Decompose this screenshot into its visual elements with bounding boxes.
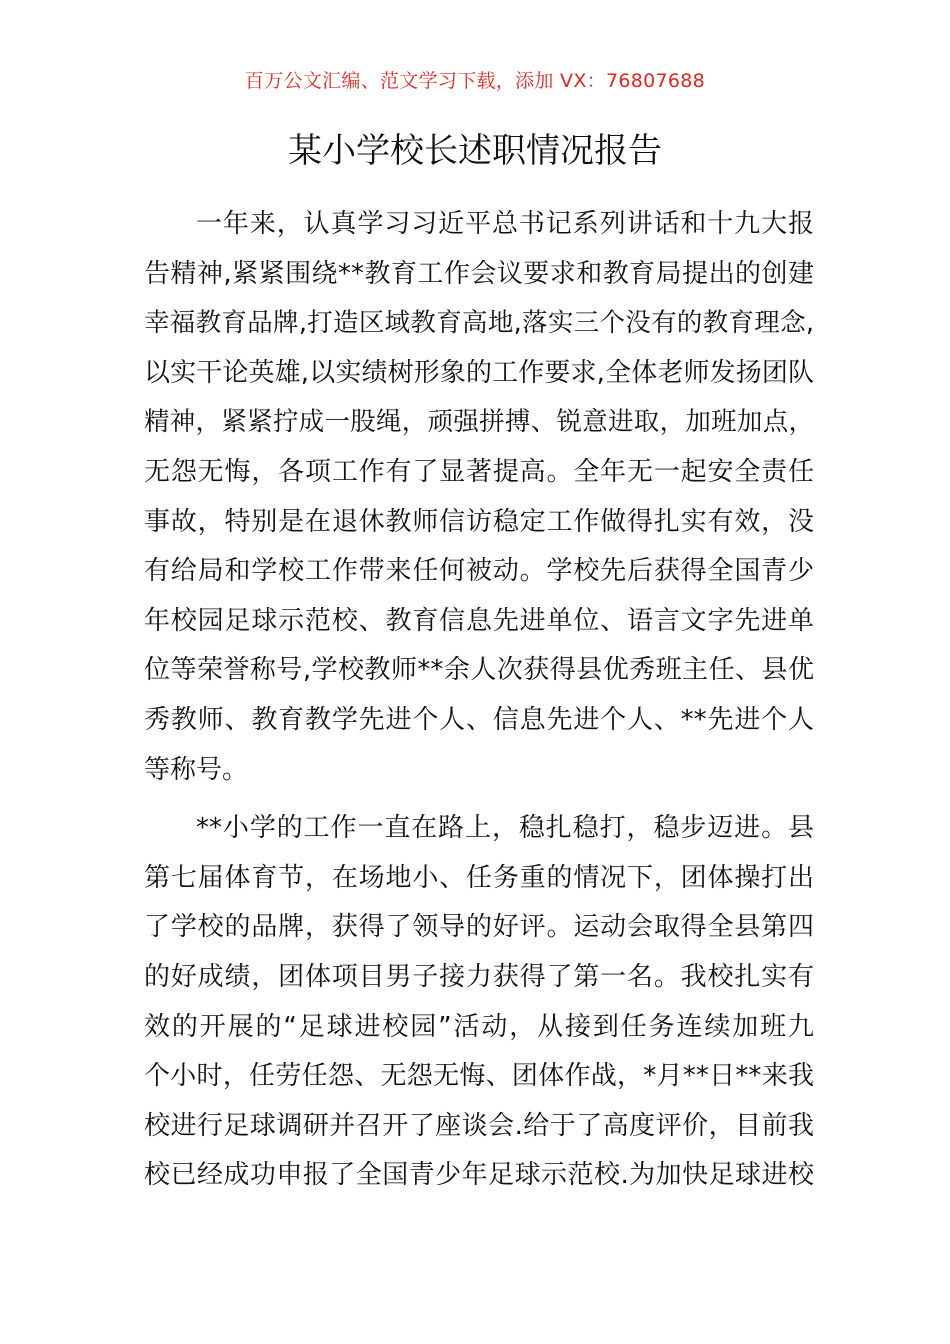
text-line: 事故，特别是在退休教师信访稳定工作做得扎实有效，没 (144, 506, 814, 537)
text-line: 位等荣誉称号,学校教师**余人次获得县优秀班主任、县优 (144, 655, 814, 686)
text-line: 年校园足球示范校、教育信息先进单位、语言文字先进单 (144, 605, 814, 636)
text-line: 第七届体育节，在场地小、任务重的情况下，团体操打出 (144, 862, 814, 893)
text-line: 校已经成功申报了全国青少年足球示范校.为加快足球进校 (144, 1160, 814, 1191)
text-line: 有给局和学校工作带来任何被动。学校先后获得全国青少 (144, 556, 814, 587)
text-line: 一年来，认真学习习近平总书记系列讲话和十九大报 (196, 209, 814, 239)
text-line: 个小时，任劳任怨、无怨无悔、团体作战，*月**日**来我 (144, 1061, 814, 1092)
text-line: 以实干论英雄,以实绩树形象的工作要求,全体老师发扬团队 (144, 357, 814, 388)
text-line: 无怨无悔，各项工作有了显著提高。全年无一起安全责任 (144, 456, 814, 487)
text-line: 校进行足球调研并召开了座谈会.给于了高度评价，目前我 (144, 1110, 814, 1141)
text-line: **小学的工作一直在路上，稳扎稳打，稳步迈进。县 (196, 813, 814, 844)
paragraph-1 (144, 200, 814, 795)
paragraph-gap (144, 795, 814, 804)
document-body (144, 200, 814, 1201)
text-line: 告精神,紧紧围绕**教育工作会议要求和教育局提出的创建 (144, 258, 814, 289)
text-line: 效的开展的“足球进校园”活动，从接到任务连续加班九 (144, 1011, 814, 1042)
header-note: 百万公文汇编、范文学习下载，添加 VX：76807688 (244, 70, 706, 92)
text-line: 了学校的品牌，获得了领导的好评。运动会取得全县第四 (144, 912, 814, 943)
document-title: 某小学校长述职情况报告 (288, 131, 662, 171)
text-line: 秀教师、教育教学先进个人、信息先进个人、**先进个人 (144, 704, 814, 735)
text-line: 的好成绩，团体项目男子接力获得了第一名。我校扎实有 (144, 961, 814, 992)
text-line: 等称号。 (144, 754, 249, 785)
paragraph-2 (144, 804, 814, 1201)
text-line: 幸福教育品牌,打造区域教育高地,落实三个没有的教育理念, (144, 308, 814, 339)
text-line: 精神，紧紧拧成一股绳，顽强拼搏、锐意进取，加班加点， (144, 407, 814, 438)
